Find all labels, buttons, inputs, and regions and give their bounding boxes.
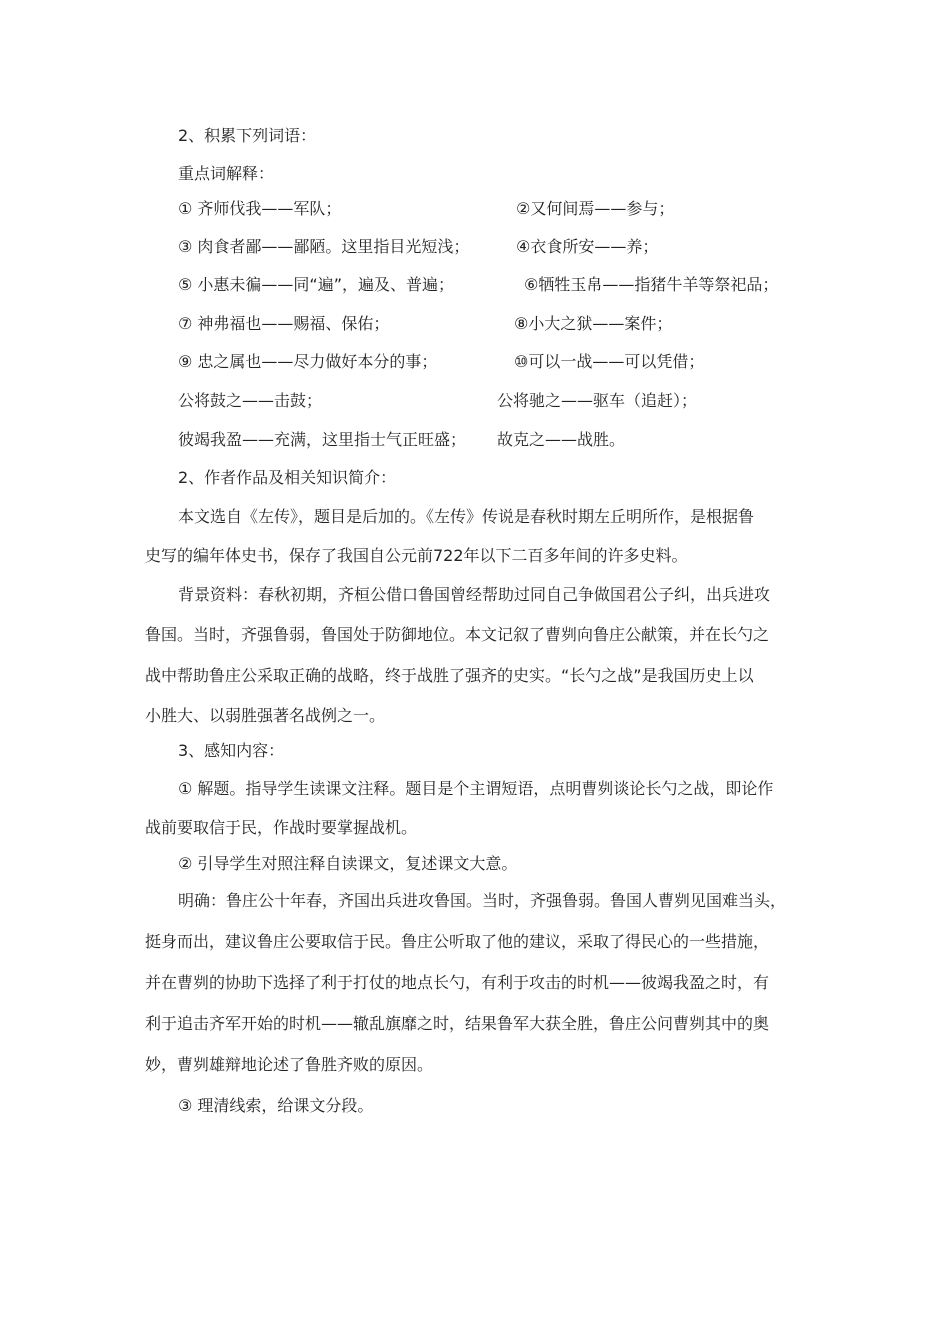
paragraph-line: 鲁国。当时，齐强鲁弱，鲁国处于防御地位。本文记叙了曹刿向鲁庄公献策，并在长勺之 (145, 625, 770, 644)
vocab-item-left: 彼竭我盈——充满，这里指士气正旺盛； (178, 430, 467, 449)
paragraph-line: 史写的编年体史书，保存了我国自公元前722年以下二百多年间的许多史料。 (145, 546, 688, 565)
vocab-item-right: ④衣食所安——养； (516, 237, 659, 256)
vocab-item-right: ⑧小大之狱——案件； (514, 314, 673, 333)
vocab-item-left: ③ 肉食者鄙——鄙陋。这里指目光短浅； (178, 237, 470, 256)
section-heading-content: 3、感知内容： (178, 741, 285, 760)
paragraph-line: ① 解题。指导学生读课文注释。题目是个主谓短语，点明曹刿谈论长勺之战，即论作 (178, 779, 774, 798)
vocab-item-left: ⑦ 神弗福也——赐福、保佑； (178, 314, 390, 333)
paragraph-line: 小胜大、以弱胜强著名战例之一。 (145, 706, 386, 725)
vocab-item-left: ① 齐师伐我——军队； (178, 199, 342, 218)
paragraph-line: 背景资料：春秋初期，齐桓公借口鲁国曾经帮助过同自己争做国君公子纠，出兵进攻 (178, 585, 771, 604)
vocab-item-right: ⑩可以一战——可以凭借； (514, 352, 705, 371)
section-heading-vocab: 2、积累下列词语： (178, 126, 317, 145)
paragraph-line: ② 引导学生对照注释自读课文，复述课文大意。 (178, 854, 518, 873)
paragraph-line: 利于追击齐军开始的时机——辙乱旗靡之时，结果鲁军大获全胜，鲁庄公问曹刿其中的奥 (145, 1014, 770, 1033)
paragraph-line: 挺身而出，建议鲁庄公要取信于民。鲁庄公听取了他的建议，采取了得民心的一些措施， (145, 932, 770, 951)
vocab-item-left: 公将鼓之——击鼓； (178, 391, 323, 410)
paragraph-line: 并在曹刿的协助下选择了利于打仗的地点长勺，有利于攻击的时机——彼竭我盈之时，有 (145, 973, 770, 992)
paragraph-line: 本文选自《左传》，题目是后加的。《左传》传说是春秋时期左丘明所作，是根据鲁 (178, 507, 755, 526)
vocab-item-left: ⑨ 忠之属也——尽力做好本分的事； (178, 352, 438, 371)
vocab-item-right: 公将驰之——驱车（追赶）； (497, 391, 698, 410)
section-heading-author: 2、作者作品及相关知识简介： (178, 468, 397, 487)
paragraph-line: 战中帮助鲁庄公采取正确的战略，终于战胜了强齐的史实。“长勺之战”是我国历史上以 (145, 666, 754, 685)
paragraph-line: 妙，曹刿雄辩地论述了鲁胜齐败的原因。 (145, 1055, 434, 1074)
paragraph-line: 战前要取信于民，作战时要掌握战机。 (145, 818, 418, 837)
paragraph-line: ③ 理清线索，给课文分段。 (178, 1096, 374, 1115)
vocab-item-left: ⑤ 小惠未徧——同“遍”，遍及、普遍； (178, 275, 455, 294)
vocab-item-right: ②又何间焉——参与； (516, 199, 675, 218)
vocab-item-right: ⑥牺牲玉帛——指猪牛羊等祭祀品； (524, 275, 779, 294)
paragraph-line: 明确：鲁庄公十年春，齐国出兵进攻鲁国。当时，齐强鲁弱。鲁国人曹刿见国难当头， (178, 891, 787, 910)
vocab-item-right: 故克之——战胜。 (497, 430, 626, 449)
vocab-subheading: 重点词解释： (178, 164, 275, 183)
